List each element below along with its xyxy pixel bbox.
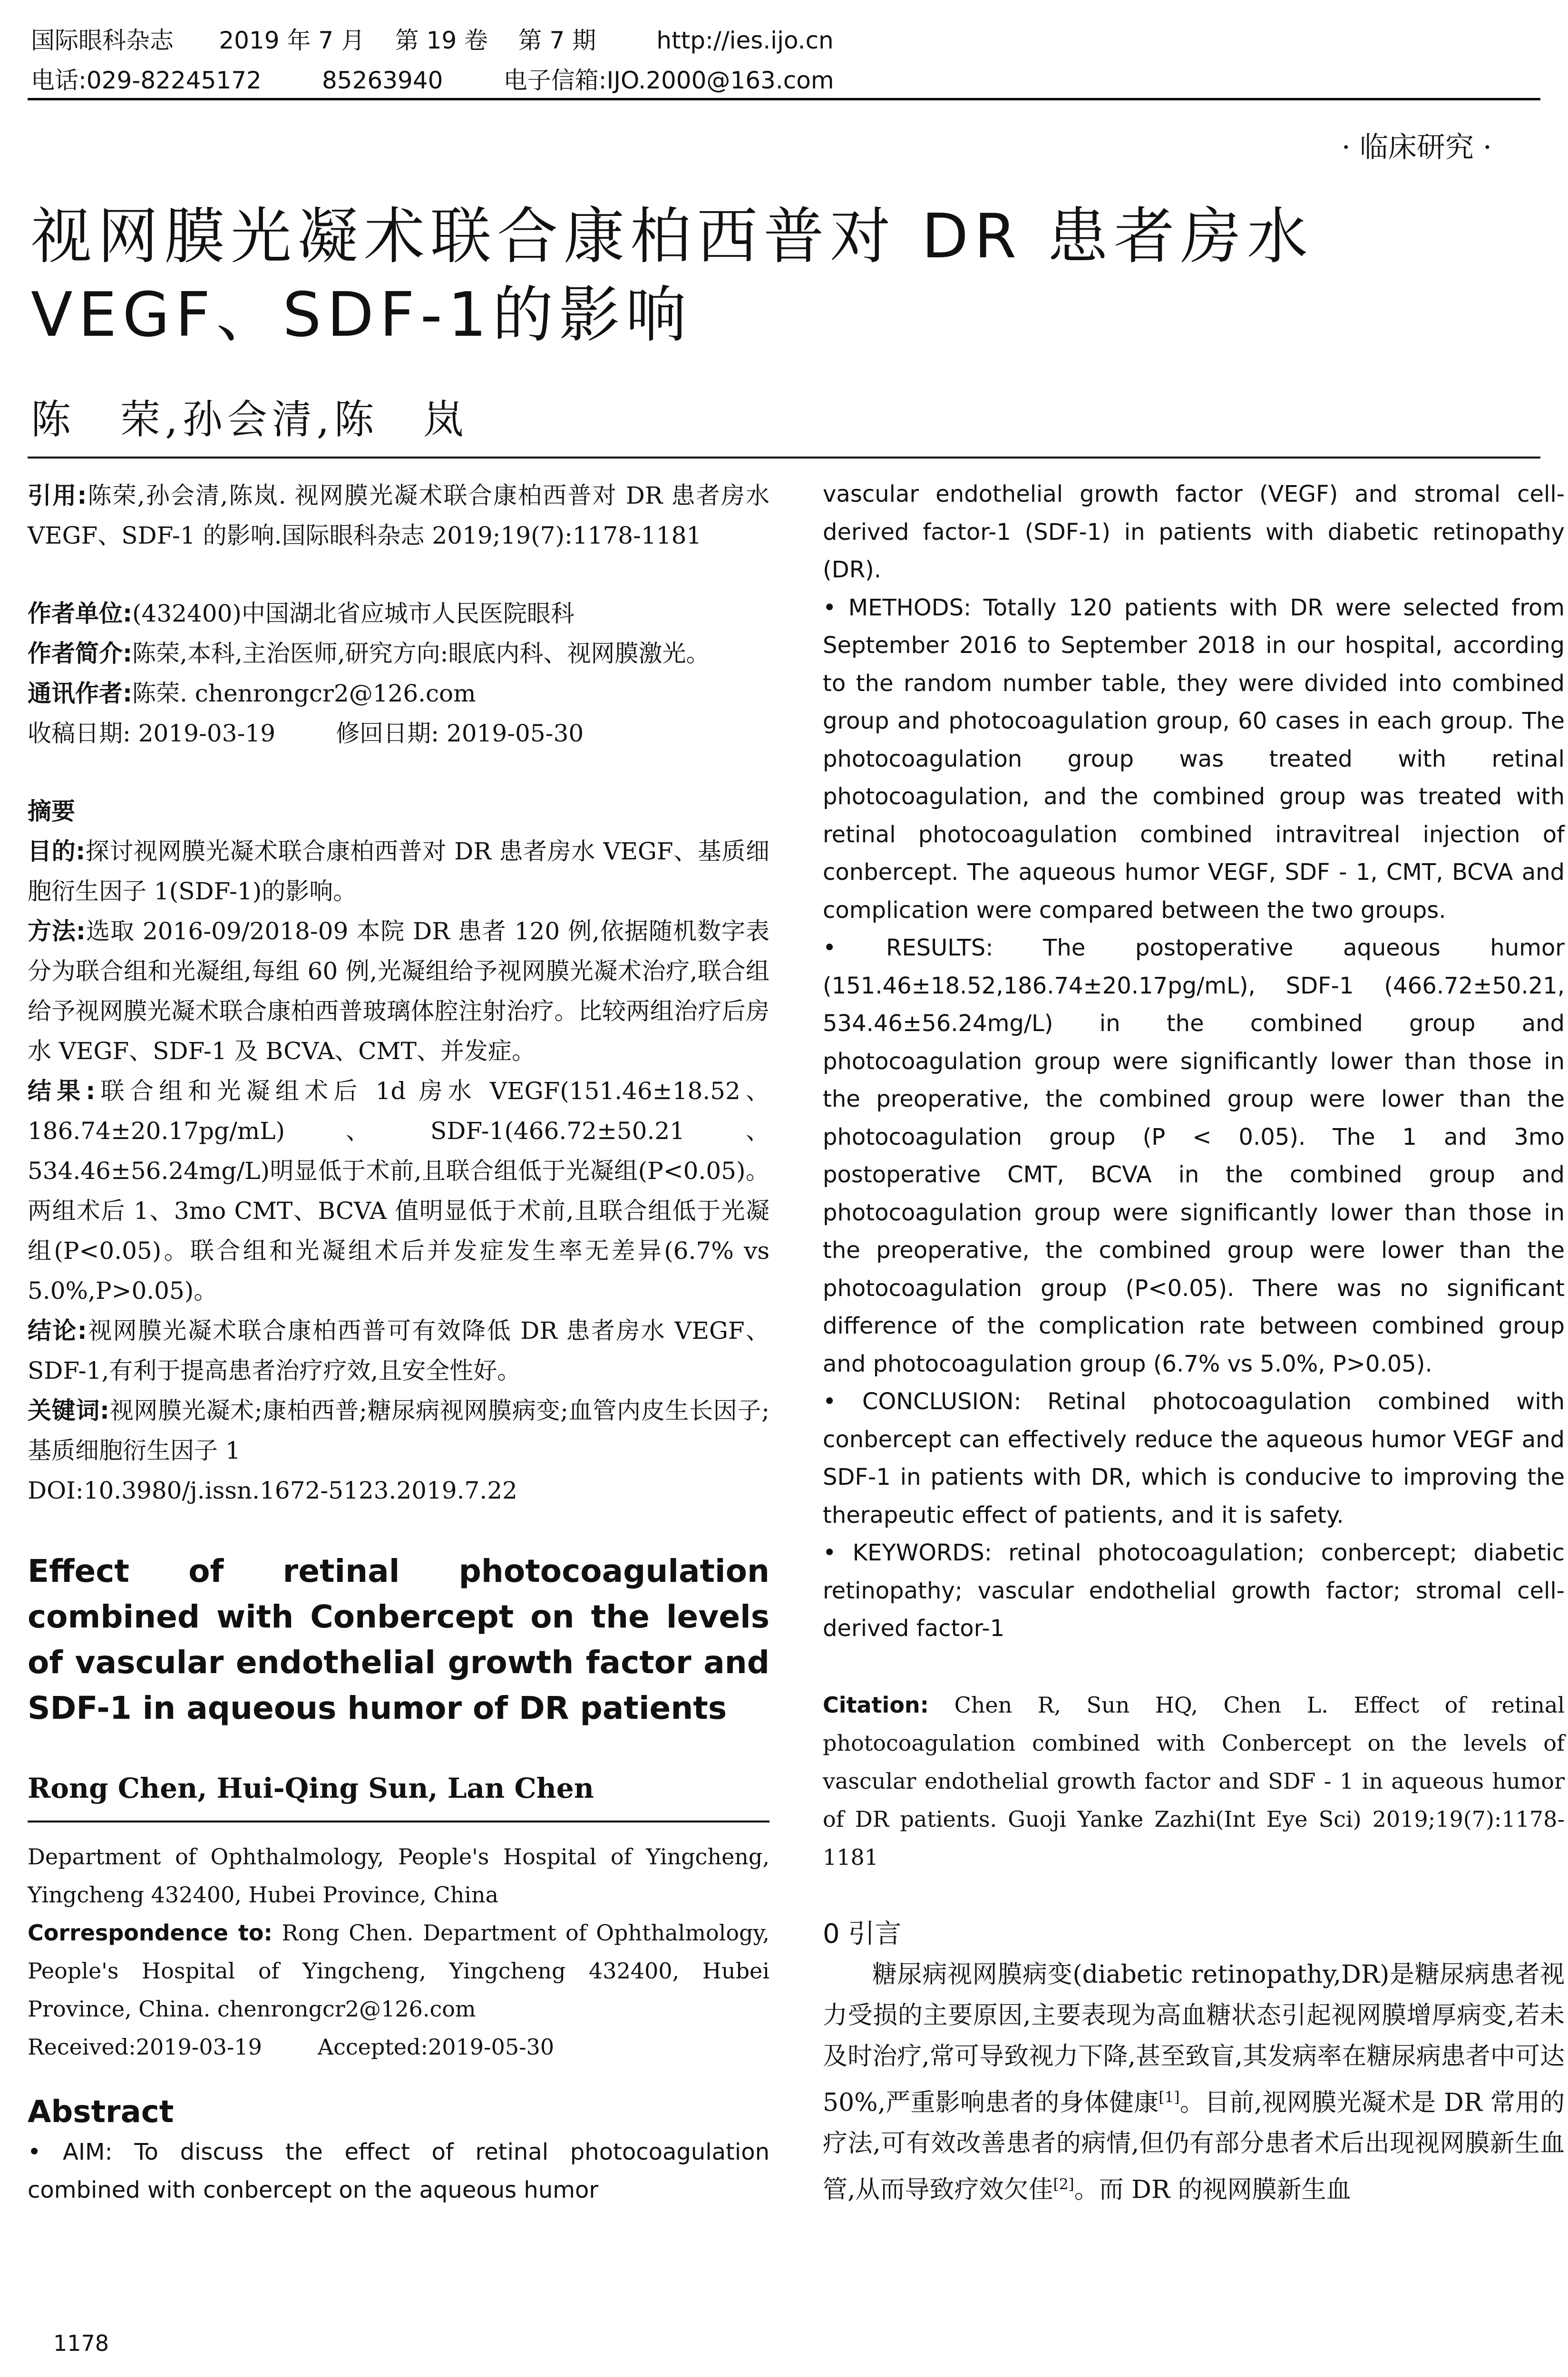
english-title: Effect of retinal photocoagulation combined with Conbercept on the levels of vascular endothelial growth factor and SDF-1 in aqueous humor of DR patients [28,1553,769,1726]
dates-cn: 收稿日期: 2019-03-19 修回日期: 2019-05-30 [28,720,584,747]
affiliation-cn: 作者单位:(432400)中国湖北省应城市人民医院眼科 [28,600,575,627]
results-cn: 结果:联合组和光凝组术后 1d 房水 VEGF(151.46±18.52、186.74±20.17pg/mL)、SDF-1(466.72±50.21、534.46±56.24mg/L)明显低于术前,且联合组低于光凝组(P<0.05)。两组术后 1、3mo CMT、BCVA 值明显低于术前,且联合组低于光凝组(P<0.05)。联合组和光凝组术后并发症发生率无差异(6.7% vs 5.0%,P>0.05)。 [28,1077,770,1305]
keywords-en: • KEYWORDS: retinal photocoagulation; conbercept; diabetic retinopathy; vascular endothelial growth factor; stromal cell-derived factor-1 [823,1539,1565,1642]
section-tag: · 临床研究 · [1341,131,1492,164]
methods-cn: 方法:选取 2016-09/2018-09 本院 DR 患者 120 例,依据随机数字表分为联合组和光凝组,每组 60 例,光凝组给予视网膜光凝术治疗,联合组给予视网膜光凝术联合康柏西普玻璃体腔注射治疗。比较两组治疗后房水 VEGF、SDF-1 及 BCVA、CMT、并发症。 [28,917,769,1065]
introduction-paragraph: 糖尿病视网膜病变(diabetic retinopathy,DR)是糖尿病患者视力受损的主要原因,主要表现为高血糖状态引起视网膜增厚病变,若未及时治疗,常可导致视力下降,甚至致盲,其发病率在糖尿病患者中可达 50%,严重影响患者的身体健康[1]。目前,视网膜光凝术是 DR 常用的疗法,可有效改善患者的病情,但仍有部分患者术后出现视网膜新生血管,从而导致疗效欠佳[2]。而 DR 的视网膜新生血 [823,1960,1565,2204]
header-rule [28,98,1540,100]
english-department: Department of Ophthalmology, People's Hospital of Yingcheng, Yingcheng 432400, Hubei Province, China [28,1844,769,1908]
journal-header-line1: 国际眼科杂志 2019 年 7 月 第 19 卷 第 7 期 http://ies.ijo.cn [31,27,834,54]
aim-cn: 目的:探讨视网膜光凝术联合康柏西普对 DR 患者房水 VEGF、基质细胞衍生因子 1(SDF-1)的影响。 [28,838,770,905]
right-column [823,476,1565,2210]
article-title: 视网膜光凝术联合康柏西普对 DR 患者房水 VEGF、SDF-1的影响 [31,201,1314,351]
doi: DOI:10.3980/j.issn.1672-5123.2019.7.22 [28,1477,517,1504]
citation-cn: 引用:陈荣,孙会清,陈岚. 视网膜光凝术联合康柏西普对 DR 患者房水 VEGF、SDF-1 的影响.国际眼科杂志 2019;19(7):1178-1181 [28,482,769,549]
aim-en-continued: vascular endothelial growth factor (VEGF) and stromal cell-derived factor-1 (SDF-1) in patients with diabetic retinopathy (DR). [823,481,1565,583]
english-dates: Received:2019-03-19 Accepted:2019-05-30 [28,2034,555,2060]
conclusion-en: • CONCLUSION: Retinal photocoagulation combined with conbercept can effectively reduce the aqueous humor VEGF and SDF-1 in patients with DR, which is conducive to improving the therapeutic effect of patients, and it is safety. [823,1388,1565,1529]
authors-rule [28,1821,769,1822]
english-correspondence: Correspondence to: Rong Chen. Department of Ophthalmology, People's Hospital of Yingcheng, Yingcheng 432400, Hubei Province, China. chenrongcr2@126.com [28,1920,769,2022]
journal-header-line2: 电话:029-82245172 85263940 电子信箱:IJO.2000@163.com [31,67,834,94]
abstract-heading: Abstract [28,2094,174,2130]
conclusion-cn: 结论:视网膜光凝术联合康柏西普可有效降低 DR 患者房水 VEGF、SDF-1,有利于提高患者治疗疗效,且安全性好。 [28,1317,770,1384]
author-bio-cn: 作者简介:陈荣,本科,主治医师,研究方向:眼底内科、视网膜激光。 [28,640,710,667]
citation-en: Citation: Chen R, Sun HQ, Chen L. Effect of retinal photocoagulation combined with Conbercept on the levels of vascular endothelial growth factor and SDF - 1 in aqueous humor of DR patients. Guoji Yanke Zazhi(Int Eye Sci) 2019;19(7):1178-1181 [823,1692,1565,1870]
authors-cn: 陈 荣,孙会清,陈 岚 [31,396,468,443]
reference-1[interactable]: [1] [1159,2088,1180,2106]
keywords-cn: 关键词:视网膜光凝术;康柏西普;糖尿病视网膜病变;血管内皮生长因子;基质细胞衍生因子 1 [28,1397,769,1464]
results-en: • RESULTS: The postoperative aqueous humor (151.46±18.52,186.74±20.17pg/mL), SDF-1 (466.72±50.21, 534.46±56.24mg/L) in the combined group and photocoagulation group were significantly lower than those in the preoperative, the combined group were lower than the photocoagulation group (P < 0.05). The 1 and 3mo postoperative CMT, BCVA in the combined group and photocoagulation group were significantly lower than those in the preoperative, the combined group were lower than the photocoagulation group (P<0.05). There was no significant difference of the complication rate between combined group and photocoagulation group (6.7% vs 5.0%, P>0.05). [823,935,1565,1377]
methods-en: • METHODS: Totally 120 patients with DR were selected from September 2016 to September 2018 in our hospital, according to the random number table, they were divided into combined group and photocoagulation group, 60 cases in each group. The photocoagulation group was treated with retinal photocoagulation, and the combined group was treated with retinal photocoagulation combined intravitreal injection of conbercept. The aqueous humor VEGF, SDF - 1, CMT, BCVA and complication were compared between the two groups. [823,594,1565,924]
introduction-heading: 0 引言 [823,1918,902,1949]
abstract-label-cn: 摘要 [28,798,75,825]
corresponding-author-cn: 通讯作者:陈荣. chenrongcr2@126.com [28,680,476,707]
english-authors: Rong Chen, Hui-Qing Sun, Lan Chen [28,1772,594,1804]
left-column [28,476,769,2209]
page-number: 1178 [53,2330,109,2356]
aim-en: • AIM: To discuss the effect of retinal photocoagulation combined with conbercept on the aqueous humor [28,2139,769,2203]
reference-2[interactable]: [2] [1053,2175,1074,2193]
title-rule [28,457,1540,458]
